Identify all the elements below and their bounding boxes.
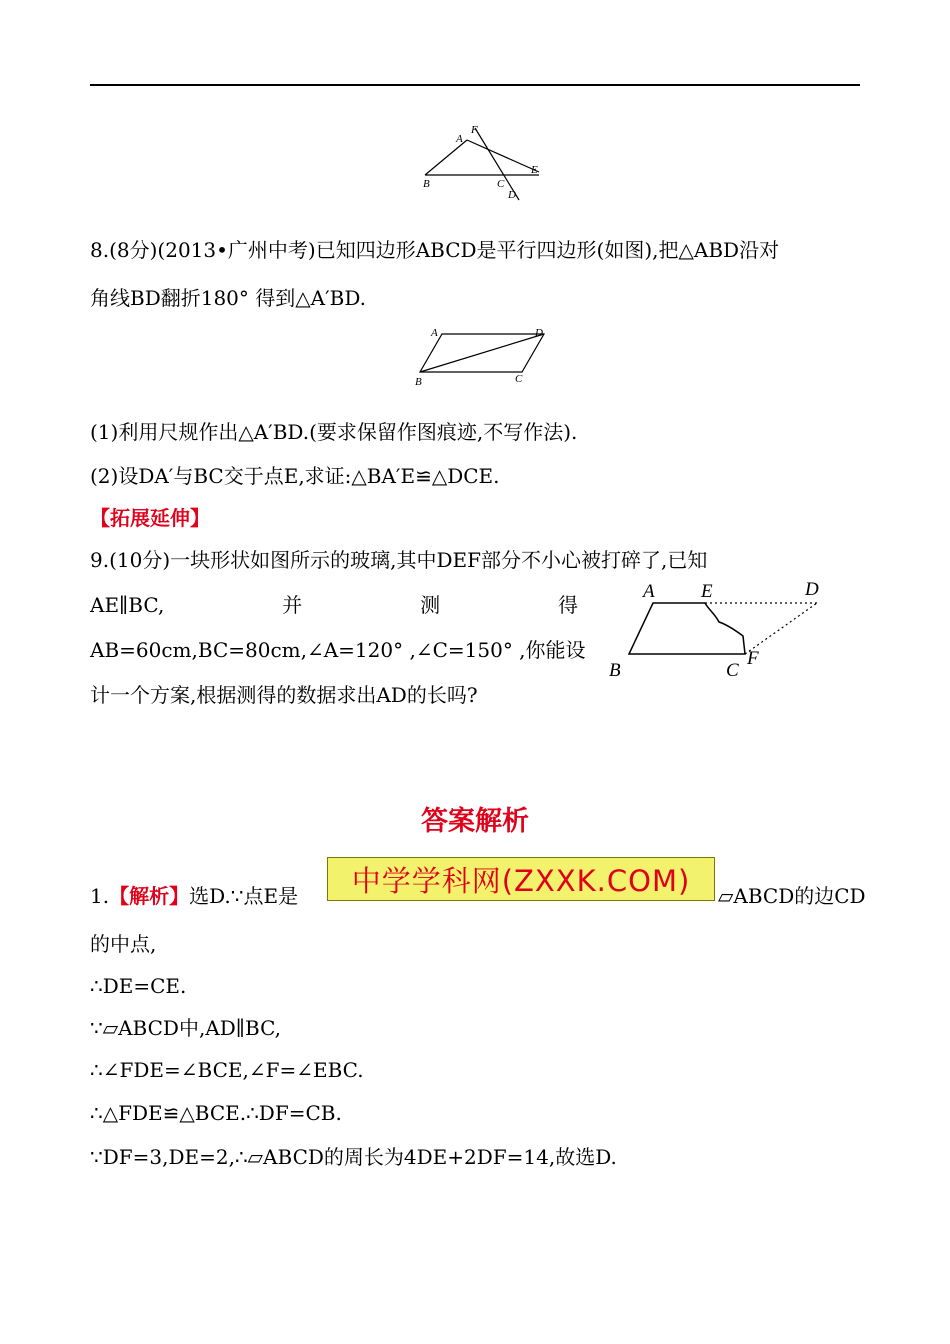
- q9-line3-part: 设: [565, 638, 586, 662]
- answer1-line2: 的中点,: [90, 932, 157, 956]
- label-d: D: [508, 189, 516, 201]
- label-e: E: [531, 164, 538, 176]
- q9-line1: 9.(10分)一块形状如图所示的玻璃,其中DEF部分不小心被打碎了,已知: [90, 548, 708, 572]
- answer1-text-start: 选D.∵点E是: [189, 884, 299, 908]
- watermark-banner: 中学学科网(ZXXK.COM): [327, 857, 715, 901]
- q9-line2-word: 测: [420, 593, 441, 617]
- label-f: F: [747, 648, 759, 669]
- label-c: C: [726, 660, 739, 681]
- figure-q8: [412, 322, 552, 390]
- label-b: B: [423, 178, 430, 190]
- q9-line3-part: 你: [525, 638, 546, 662]
- answer1-text-end: ▱ABCD的边CD: [718, 884, 866, 908]
- q9-line2: [90, 593, 578, 617]
- header-rule: [90, 84, 860, 86]
- label-e: E: [701, 581, 713, 602]
- line-ae: [467, 140, 539, 172]
- figure-q7: [415, 120, 550, 205]
- q9-line2-word: AE∥BC,: [90, 593, 165, 617]
- q9-line2-word: 得: [557, 593, 578, 617]
- label-d: D: [535, 327, 543, 339]
- answer1-line6: ∴△FDE≌△BCE.∴DF=CB.: [90, 1101, 342, 1125]
- answers-title: 答案解析: [421, 806, 529, 837]
- answer1-analysis-tag: 【解析】: [109, 884, 190, 908]
- label-c: C: [497, 178, 505, 190]
- answer1-line1: [90, 884, 298, 908]
- section-extension-heading: 【拓展延伸】: [90, 506, 210, 530]
- q8-sub2: (2)设DA′与BC交于点E,求证:△BA′E≌△DCE.: [90, 464, 500, 488]
- label-b: B: [609, 660, 621, 681]
- label-a: A: [431, 327, 438, 339]
- q9-line2-word: 并: [282, 593, 303, 617]
- label-d: D: [805, 579, 819, 600]
- answer1-line5: ∴∠FDE=∠BCE,∠F=∠EBC.: [90, 1058, 364, 1082]
- q8-sub1: (1)利用尺规作出△A′BD.(要求保留作图痕迹,不写作法).: [90, 420, 578, 444]
- segment-ba: [425, 140, 467, 175]
- q9-line3-part: 能: [545, 638, 566, 662]
- label-b: B: [415, 376, 422, 388]
- q8-line2: 角线BD翻折180° 得到△A′BD.: [90, 286, 367, 310]
- label-a: A: [643, 581, 655, 602]
- q9-line3-part: AB=60cm,BC=80cm,∠A=120° ,∠C=150° ,: [90, 638, 526, 662]
- answer1-line3: ∴DE=CE.: [90, 974, 187, 998]
- label-c: C: [515, 373, 523, 385]
- figure-q9: [605, 578, 835, 682]
- q9-line4: 计一个方案,根据测得的数据求出AD的长吗?: [90, 683, 478, 707]
- q9-line3: [90, 638, 586, 662]
- broken-edge-fd: [745, 603, 817, 654]
- q8-line1: 8.(8分)(2013•广州中考)已知四边形ABCD是平行四边形(如图),把△ABD沿对: [90, 238, 780, 262]
- glass-outline: [629, 603, 745, 654]
- label-a: A: [456, 133, 463, 145]
- answer1-number: 1.: [90, 884, 110, 908]
- label-f: F: [471, 124, 478, 136]
- answer1-line4: ∵▱ABCD中,AD∥BC,: [90, 1016, 282, 1040]
- answer1-line7: ∵DF=3,DE=2,∴▱ABCD的周长为4DE+2DF=14,故选D.: [90, 1145, 617, 1169]
